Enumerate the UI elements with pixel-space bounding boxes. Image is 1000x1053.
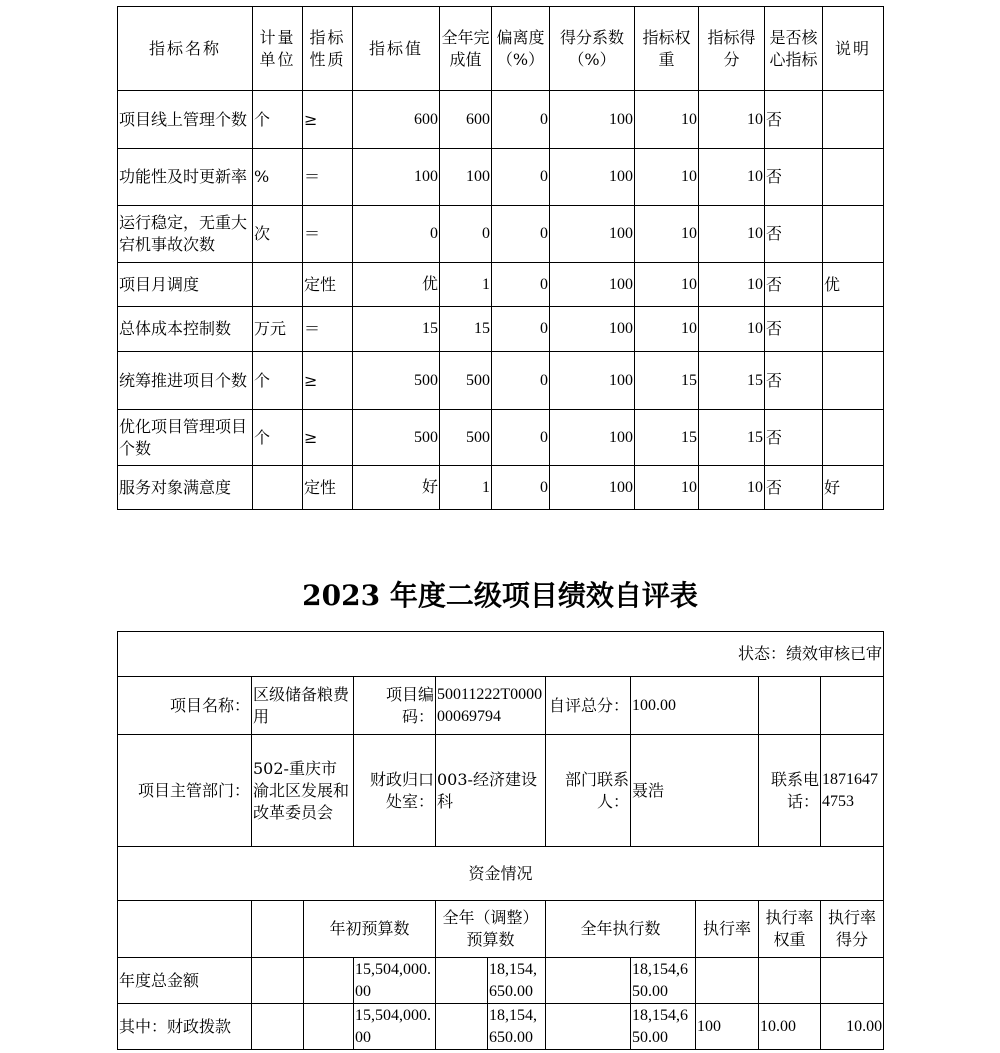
cell-target-value: 好	[353, 466, 440, 510]
empty-cell	[304, 1004, 354, 1050]
header-score: 指标得分	[699, 7, 765, 91]
cell-unit: %	[253, 149, 303, 206]
indicator-row	[118, 307, 884, 352]
cell-core-flag: 否	[765, 352, 823, 410]
cell-unit: 次	[253, 206, 303, 263]
cell-score-coef: 100	[550, 410, 635, 466]
indicator-row	[118, 206, 884, 263]
cell-score: 15	[699, 410, 765, 466]
cell-nature: ＝	[303, 206, 353, 263]
cell-deviation: 0	[492, 307, 550, 352]
cell-score: 10	[699, 307, 765, 352]
funds-initial: 15,504,000.00	[354, 1004, 436, 1050]
funds-row-label: 其中：财政拨款	[118, 1004, 252, 1050]
cell-nature: ＝	[303, 149, 353, 206]
cell-score-coef: 100	[550, 206, 635, 263]
cell-score: 10	[699, 263, 765, 307]
project-code-label: 项目编码：	[354, 677, 436, 735]
cell-nature: ＝	[303, 307, 353, 352]
cell-unit: 万元	[253, 307, 303, 352]
cell-deviation: 0	[492, 263, 550, 307]
empty-cell	[436, 1004, 488, 1050]
header-nature: 指标性质	[303, 7, 353, 91]
empty-cell	[759, 677, 821, 735]
cell-score: 15	[699, 352, 765, 410]
empty-cell	[304, 958, 354, 1004]
cell-actual-value: 1	[440, 466, 492, 510]
indicator-header-row	[118, 7, 884, 91]
project-name: 区级储备粮费用	[252, 677, 354, 735]
cell-core-flag: 否	[765, 466, 823, 510]
header-deviation: 偏离度（%）	[492, 7, 550, 91]
indicator-row	[118, 263, 884, 307]
empty-cell	[821, 677, 884, 735]
cell-score: 10	[699, 206, 765, 263]
cell-target-value: 15	[353, 307, 440, 352]
header-score-coef: 得分系数（%）	[550, 7, 635, 91]
cell-score-coef: 100	[550, 466, 635, 510]
cell-score-coef: 100	[550, 307, 635, 352]
funds-rate: 100	[696, 1004, 759, 1050]
indicator-row	[118, 410, 884, 466]
cell-indicator-name: 优化项目管理项目个数	[118, 410, 253, 466]
cell-deviation: 0	[492, 410, 550, 466]
header-executed: 全年执行数	[546, 901, 696, 958]
cell-notes	[823, 206, 884, 263]
funds-weight: 10.00	[759, 1004, 821, 1050]
finance-office: 003-经济建设科	[436, 735, 546, 847]
cell-weight: 10	[635, 149, 699, 206]
cell-weight: 15	[635, 352, 699, 410]
cell-indicator-name: 统筹推进项目个数	[118, 352, 253, 410]
empty-cell	[546, 958, 631, 1004]
cell-actual-value: 100	[440, 149, 492, 206]
header-adjusted-budget: 全年（调整）预算数	[436, 901, 546, 958]
cell-target-value: 优	[353, 263, 440, 307]
cell-score: 10	[699, 149, 765, 206]
funds-initial: 15,504,000.00	[354, 958, 436, 1004]
cell-actual-value: 0	[440, 206, 492, 263]
cell-notes	[823, 91, 884, 149]
indicator-row	[118, 149, 884, 206]
cell-score-coef: 100	[550, 352, 635, 410]
cell-indicator-name: 运行稳定，无重大宕机事故次数	[118, 206, 253, 263]
cell-weight: 10	[635, 91, 699, 149]
header-target-value: 指标值	[353, 7, 440, 91]
cell-deviation: 0	[492, 206, 550, 263]
empty-cell	[436, 958, 488, 1004]
cell-unit: 个	[253, 352, 303, 410]
contact-label: 部门联系人：	[546, 735, 631, 847]
cell-indicator-name: 项目线上管理个数	[118, 91, 253, 149]
cell-target-value: 500	[353, 410, 440, 466]
cell-unit: 个	[253, 410, 303, 466]
cell-score-coef: 100	[550, 263, 635, 307]
cell-target-value: 500	[353, 352, 440, 410]
funds-weight	[759, 958, 821, 1004]
finance-label: 财政归口处室：	[354, 735, 436, 847]
cell-actual-value: 15	[440, 307, 492, 352]
empty-cell	[252, 1004, 304, 1050]
funds-title: 资金情况	[118, 847, 884, 901]
cell-notes	[823, 352, 884, 410]
cell-score-coef: 100	[550, 91, 635, 149]
cell-deviation: 0	[492, 149, 550, 206]
cell-weight: 10	[635, 263, 699, 307]
header-notes: 说明	[823, 7, 884, 91]
cell-nature: ≥	[303, 91, 353, 149]
cell-actual-value: 500	[440, 352, 492, 410]
cell-indicator-name: 总体成本控制数	[118, 307, 253, 352]
cell-nature: ≥	[303, 410, 353, 466]
header-exec-rate: 执行率	[696, 901, 759, 958]
funds-score	[821, 958, 884, 1004]
funds-row-label: 年度总金额	[118, 958, 252, 1004]
cell-unit: 个	[253, 91, 303, 149]
empty-cell	[252, 901, 304, 958]
header-weight: 指标权重	[635, 7, 699, 91]
cell-nature: 定性	[303, 466, 353, 510]
cell-deviation: 0	[492, 352, 550, 410]
self-eval-table	[117, 631, 884, 1050]
cell-notes	[823, 149, 884, 206]
empty-cell	[118, 901, 252, 958]
indicator-row	[118, 466, 884, 510]
cell-deviation: 0	[492, 466, 550, 510]
cell-notes: 好	[823, 466, 884, 510]
cell-unit	[253, 263, 303, 307]
cell-core-flag: 否	[765, 263, 823, 307]
cell-score-coef: 100	[550, 149, 635, 206]
cell-actual-value: 500	[440, 410, 492, 466]
funds-score: 10.00	[821, 1004, 884, 1050]
cell-unit	[253, 466, 303, 510]
self-score-label: 自评总分：	[546, 677, 631, 735]
dept: 502-重庆市渝北区发展和改革委员会	[252, 735, 354, 847]
phone: 18716474753	[821, 735, 884, 847]
funds-executed: 18,154,650.00	[631, 958, 696, 1004]
self-score: 100.00	[631, 677, 759, 735]
header-initial-budget: 年初预算数	[304, 901, 436, 958]
cell-core-flag: 否	[765, 410, 823, 466]
cell-weight: 10	[635, 307, 699, 352]
phone-label: 联系电话：	[759, 735, 821, 847]
status-text: 状态：绩效审核已审	[118, 632, 884, 677]
header-unit: 计量单位	[253, 7, 303, 91]
dept-label: 项目主管部门：	[118, 735, 252, 847]
cell-core-flag: 否	[765, 206, 823, 263]
cell-nature: ≥	[303, 352, 353, 410]
project-name-label: 项目名称：	[118, 677, 252, 735]
cell-score: 10	[699, 91, 765, 149]
cell-actual-value: 1	[440, 263, 492, 307]
empty-cell	[252, 958, 304, 1004]
header-actual-value: 全年完成值	[440, 7, 492, 91]
cell-weight: 10	[635, 206, 699, 263]
cell-core-flag: 否	[765, 149, 823, 206]
cell-target-value: 0	[353, 206, 440, 263]
cell-weight: 10	[635, 466, 699, 510]
funds-adjusted: 18,154,650.00	[488, 1004, 546, 1050]
cell-notes	[823, 410, 884, 466]
funds-adjusted: 18,154,650.00	[488, 958, 546, 1004]
funds-rate	[696, 958, 759, 1004]
cell-core-flag: 否	[765, 307, 823, 352]
cell-indicator-name: 功能性及时更新率	[118, 149, 253, 206]
header-exec-score: 执行率得分	[821, 901, 884, 958]
cell-nature: 定性	[303, 263, 353, 307]
cell-core-flag: 否	[765, 91, 823, 149]
header-indicator-name: 指标名称	[118, 7, 253, 91]
cell-deviation: 0	[492, 91, 550, 149]
header-core-flag: 是否核心指标	[765, 7, 823, 91]
project-code: 50011222T000000069794	[436, 677, 546, 735]
funds-executed: 18,154,650.00	[631, 1004, 696, 1050]
cell-actual-value: 600	[440, 91, 492, 149]
cell-score: 10	[699, 466, 765, 510]
cell-notes	[823, 307, 884, 352]
cell-notes: 优	[823, 263, 884, 307]
empty-cell	[546, 1004, 631, 1050]
cell-indicator-name: 项目月调度	[118, 263, 253, 307]
indicator-row	[118, 352, 884, 410]
cell-target-value: 600	[353, 91, 440, 149]
cell-weight: 15	[635, 410, 699, 466]
cell-target-value: 100	[353, 149, 440, 206]
page-title: 2023 年度二级项目绩效自评表	[302, 579, 698, 612]
cell-indicator-name: 服务对象满意度	[118, 466, 253, 510]
header-exec-weight: 执行率权重	[759, 901, 821, 958]
indicator-row	[118, 91, 884, 149]
indicator-table	[117, 6, 884, 510]
contact-person: 聂浩	[631, 735, 759, 847]
